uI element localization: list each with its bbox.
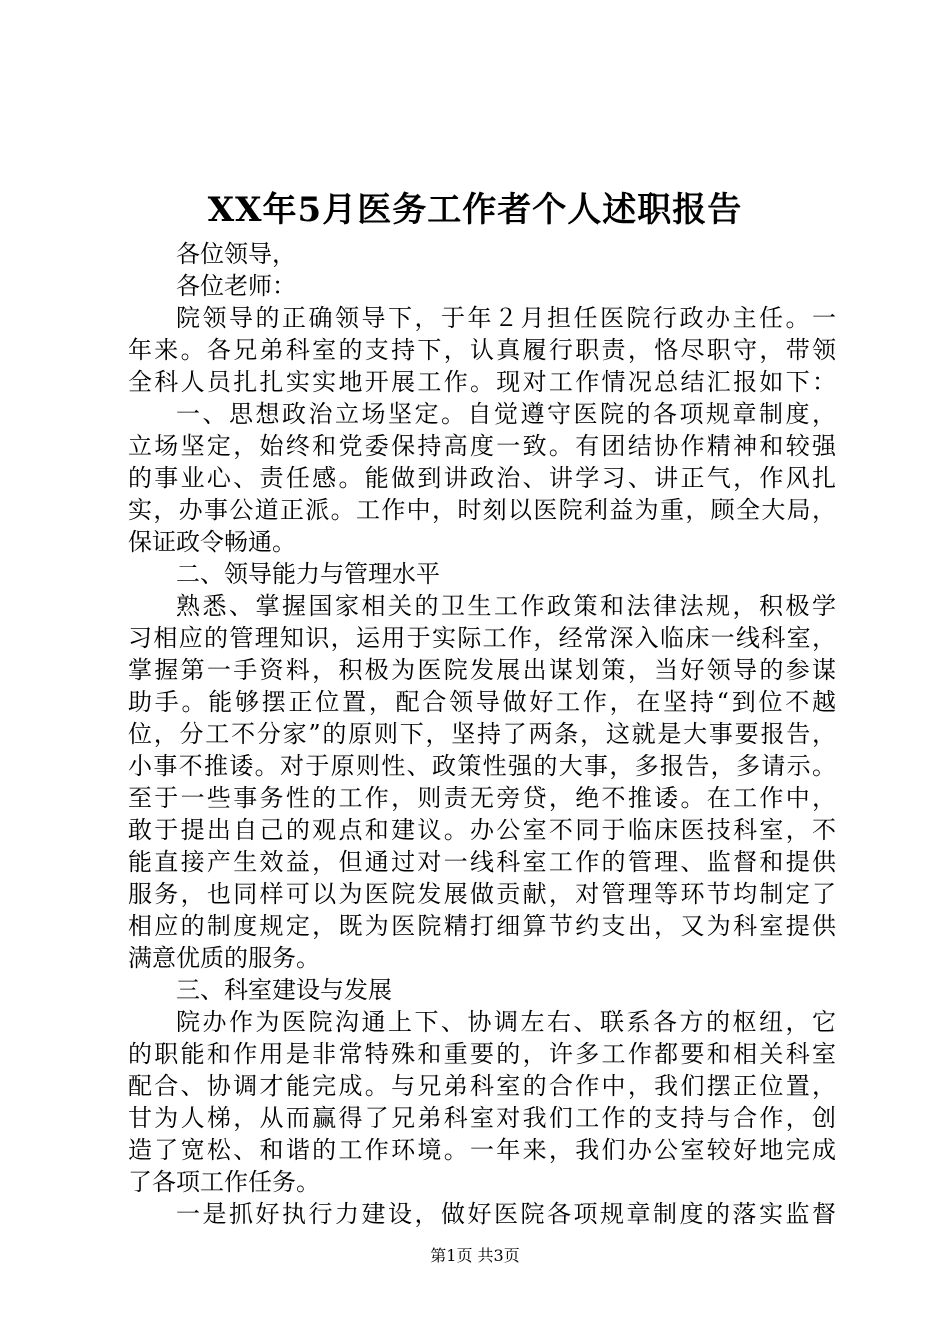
body-text-line: 能直接产生效益，但通过对一线科室工作的管理、监督和提供 [128,848,836,876]
body-text-line: 配合、协调才能完成。与兄弟科室的合作中，我们摆正位置， [128,1072,836,1100]
body-text-line: 一、思想政治立场坚定。自觉遵守医院的各项规章制度， [176,400,836,428]
body-text-line: 小事不推诿。对于原则性、政策性强的大事，多报告，多请示。 [128,752,836,780]
body-text-line: 了各项工作任务。 [128,1168,320,1196]
body-text-line: 院办作为医院沟通上下、协调左右、联系各方的枢纽，它 [176,1008,836,1036]
body-text-line: 二、领导能力与管理水平 [176,560,440,588]
body-text-line: 保证政令畅通。 [128,528,296,556]
body-text-line: 服务，也同样可以为医院发展做贡献，对管理等环节均制定了 [128,880,836,908]
body-text-line: 位，分工不分家”的原则下，坚持了两条，这就是大事要报告， [128,720,836,748]
body-text-line: 造了宽松、和谐的工作环境。一年来，我们办公室较好地完成 [128,1136,836,1164]
body-text-line: 年来。各兄弟科室的支持下，认真履行职责，恪尽职守，带领 [128,336,836,364]
body-text-line: 立场坚定，始终和党委保持高度一致。有团结协作精神和较强 [128,432,836,460]
body-text-line: 相应的制度规定，既为医院精打细算节约支出，又为科室提供 [128,912,836,940]
body-text-line: 实，办事公道正派。工作中，时刻以医院利益为重，顾全大局， [128,496,836,524]
body-text-line: 掌握第一手资料，积极为医院发展出谋划策，当好领导的参谋 [128,656,836,684]
body-text-line: 的职能和作用是非常特殊和重要的，许多工作都要和相关科室 [128,1040,836,1068]
body-text-line: 敢于提出自己的观点和建议。办公室不同于临床医技科室，不 [128,816,836,844]
body-text-line: 助手。能够摆正位置，配合领导做好工作，在坚持“到位不越 [128,688,836,716]
body-text-line: 各位领导， [176,240,296,268]
body-text-line: 的事业心、责任感。能做到讲政治、讲学习、讲正气，作风扎 [128,464,836,492]
body-text-line: 各位老师： [176,272,296,300]
body-text-line: 习相应的管理知识，运用于实际工作，经常深入临床一线科室， [128,624,836,652]
body-text-line: 至于一些事务性的工作，则责无旁贷，绝不推诿。在工作中， [128,784,836,812]
body-text-line: 熟悉、掌握国家相关的卫生工作政策和法律法规，积极学 [176,592,836,620]
body-text-line: 三、科室建设与发展 [176,976,392,1004]
body-text-line: 一是抓好执行力建设，做好医院各项规章制度的落实监督 [176,1200,836,1228]
body-text-line: 全科人员扎扎实实地开展工作。现对工作情况总结汇报如下： [128,368,836,396]
document-body [128,238,836,1230]
body-text-line: 满意优质的服务。 [128,944,320,972]
page-footer: 第1页 共3页 [430,1246,520,1265]
body-text-line: 院领导的正确领导下，于年２月担任医院行政办主任。一 [176,304,836,332]
body-text-line: 甘为人梯，从而赢得了兄弟科室对我们工作的支持与合作，创 [128,1104,836,1132]
document-title: XX年5月医务工作者个人述职报告 [207,190,743,230]
